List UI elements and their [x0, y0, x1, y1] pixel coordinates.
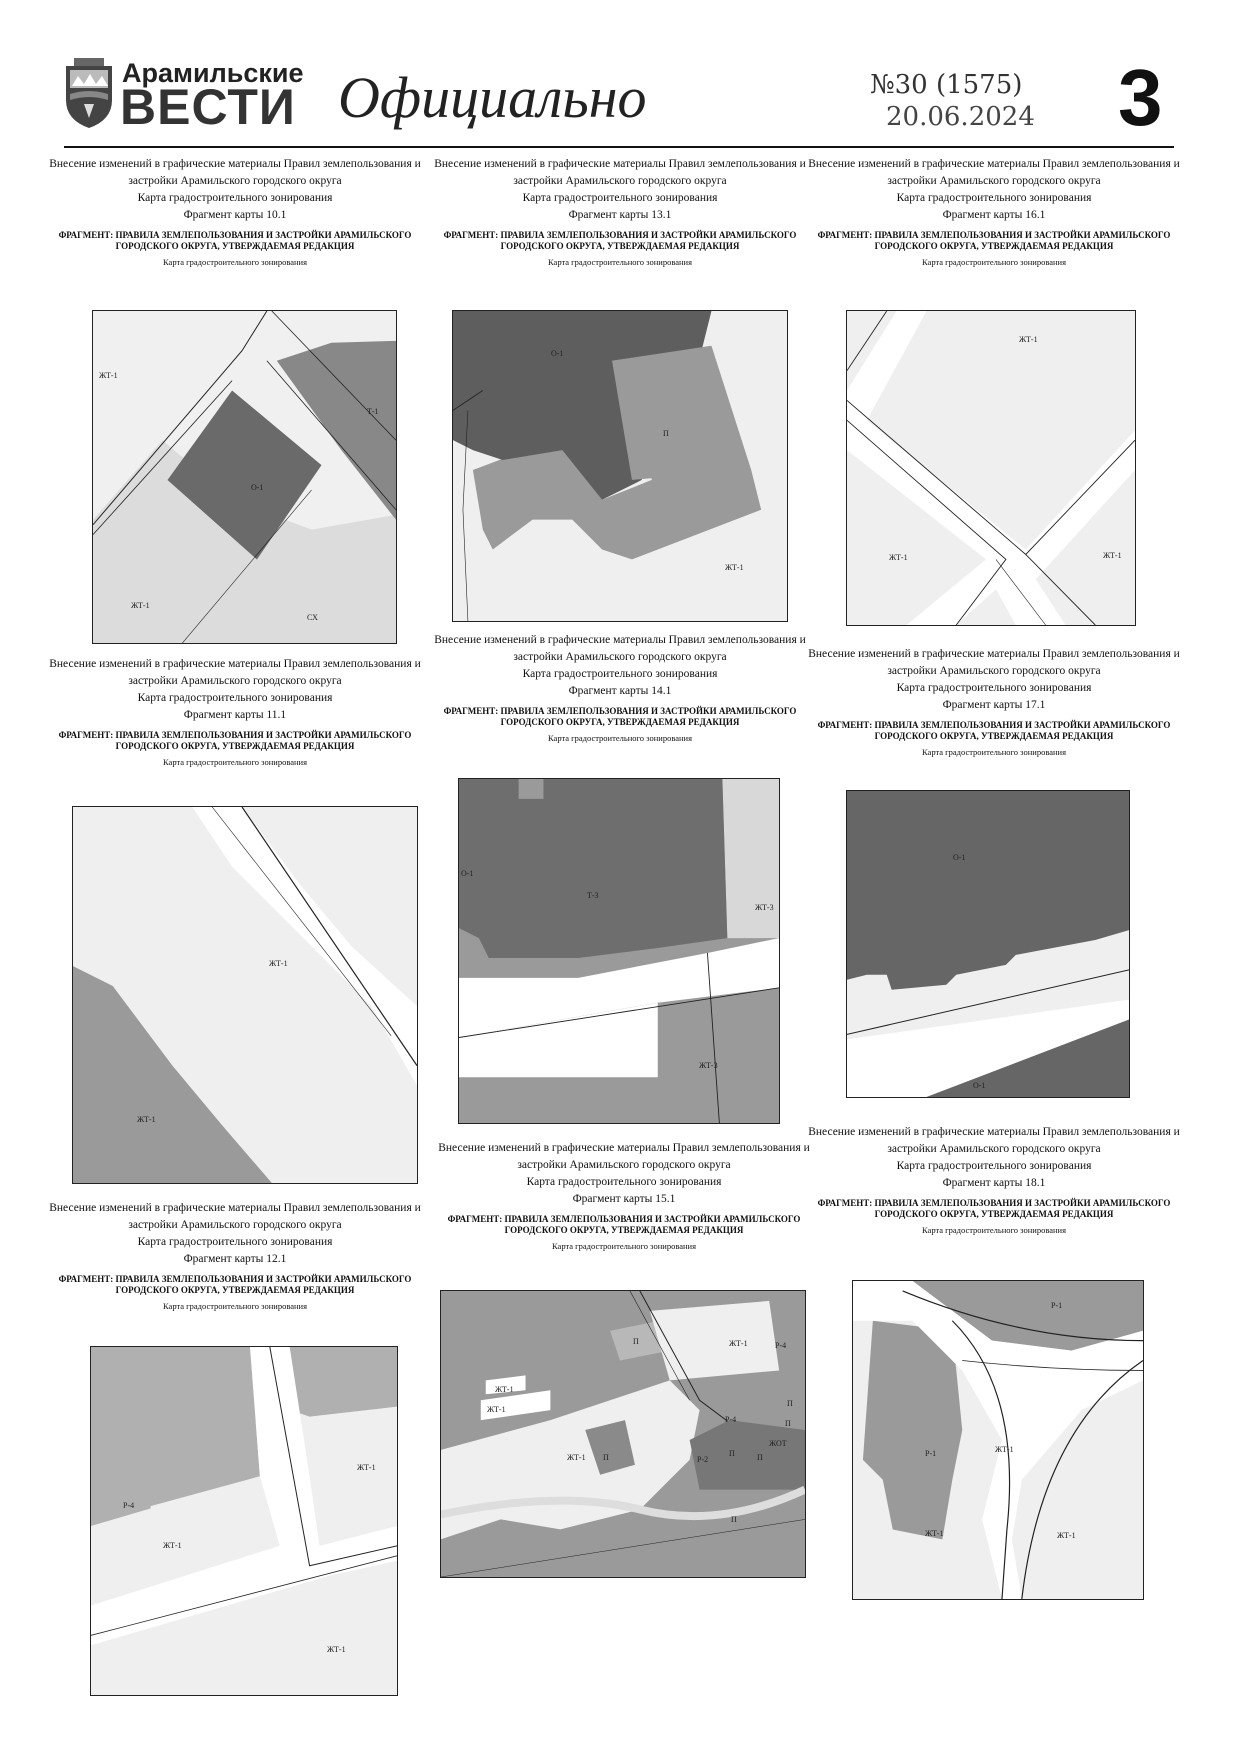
zone-label: П [729, 1449, 735, 1458]
fragment-subtitle: Карта градостроительного зонирования [921, 1225, 1066, 1235]
caption-fragment: Фрагмент карты 16.1 [942, 209, 1046, 221]
caption-13-1 [434, 156, 806, 268]
caption-fragment: Фрагмент карты 18.1 [942, 1177, 1046, 1189]
fragment-subtitle: Карта градостроительного зонирования [921, 747, 1066, 757]
fragment-header: ФРАГМЕНТ: ПРАВИЛА ЗЕМЛЕПОЛЬЗОВАНИЯ И ЗАСТРОЙКИ АРАМИЛЬСКОГО [443, 706, 797, 716]
caption-line: застройки Арамильского городского округа [513, 651, 727, 663]
zone-label: ЖТ-1 [487, 1405, 506, 1414]
zone-label: П [663, 429, 669, 438]
section-title: Официально [338, 65, 647, 130]
zone-label: ЖТ-3 [755, 903, 774, 912]
caption-line: Карта градостроительного зонирования [522, 668, 718, 680]
caption-line: застройки Арамильского городского округа [128, 1219, 342, 1231]
zone-label: ЖТ-1 [1103, 551, 1122, 560]
issue-date: 20.06.2024 [886, 102, 1035, 132]
fragment-header: ГОРОДСКОГО ОКРУГА, УТВЕРЖДАЕМАЯ РЕДАКЦИЯ [874, 731, 1114, 741]
zone-label: Р-4 [725, 1415, 737, 1424]
fragment-subtitle: Карта градостроительного зонирования [547, 733, 692, 743]
fragment-header: ФРАГМЕНТ: ПРАВИЛА ЗЕМЛЕПОЛЬЗОВАНИЯ И ЗАСТРОЙКИ АРАМИЛЬСКОГО [58, 230, 412, 240]
caption-17-1 [808, 646, 1180, 758]
caption-line: Внесение изменений в графические материалы Правил землепользования и [49, 158, 421, 170]
caption-11-1 [49, 656, 421, 768]
zone-label: ЖТ-1 [995, 1445, 1014, 1454]
logo-title-top: Арамильские [122, 58, 304, 88]
caption-line: Карта градостроительного зонирования [896, 682, 1092, 694]
caption-line: Карта градостроительного зонирования [137, 692, 333, 704]
caption-fragment: Фрагмент карты 13.1 [568, 209, 672, 221]
zone-label: ЖТ-1 [567, 1453, 586, 1462]
fragment-header: ГОРОДСКОГО ОКРУГА, УТВЕРЖДАЕМАЯ РЕДАКЦИЯ [874, 1209, 1114, 1219]
fragment-subtitle: Карта градостроительного зонирования [547, 257, 692, 267]
caption-fragment: Фрагмент карты 11.1 [183, 709, 287, 721]
zone-label: ЖТ-1 [327, 1645, 346, 1654]
zone-label: Р-4 [775, 1341, 787, 1350]
fragment-subtitle: Карта градостроительного зонирования [551, 1241, 696, 1251]
map-fragment-17-1 [846, 790, 1130, 1098]
caption-line: Внесение изменений в графические материалы Правил землепользования и [808, 158, 1180, 170]
map-fragment-15-1 [440, 1290, 806, 1578]
fragment-header: ФРАГМЕНТ: ПРАВИЛА ЗЕМЛЕПОЛЬЗОВАНИЯ И ЗАСТРОЙКИ АРАМИЛЬСКОГО [817, 1198, 1171, 1208]
zone-label: ЖОТ [769, 1439, 787, 1448]
caption-line: Внесение изменений в графические материалы Правил землепользования и [49, 658, 421, 670]
fragment-header: ФРАГМЕНТ: ПРАВИЛА ЗЕМЛЕПОЛЬЗОВАНИЯ И ЗАСТРОЙКИ АРАМИЛЬСКОГО [817, 230, 1171, 240]
zone-label: ЖТ-1 [131, 601, 150, 610]
caption-14-1 [434, 632, 806, 744]
zone-label: О-1 [461, 869, 474, 878]
caption-line: Карта градостроительного зонирования [896, 192, 1092, 204]
zone-label: ЖТ-1 [729, 1339, 748, 1348]
fragment-header: ГОРОДСКОГО ОКРУГА, УТВЕРЖДАЕМАЯ РЕДАКЦИЯ [115, 241, 355, 251]
caption-line: Карта градостроительного зонирования [522, 192, 718, 204]
caption-line: Внесение изменений в графические материалы Правил землепользования и [434, 634, 806, 646]
caption-line: Карта градостроительного зонирования [896, 1160, 1092, 1172]
zone-label: Т-1 [367, 407, 379, 416]
zone-label: ЖТ-1 [137, 1115, 156, 1124]
fragment-header: ФРАГМЕНТ: ПРАВИЛА ЗЕМЛЕПОЛЬЗОВАНИЯ И ЗАСТРОЙКИ АРАМИЛЬСКОГО [447, 1214, 801, 1224]
caption-18-1 [808, 1124, 1180, 1236]
caption-16-1 [808, 156, 1180, 268]
issue-number: №30 (1575) [870, 70, 1023, 100]
fragment-header: ГОРОДСКОГО ОКРУГА, УТВЕРЖДАЕМАЯ РЕДАКЦИЯ [874, 241, 1114, 251]
map-fragment-13-1 [452, 310, 788, 622]
zone-label: П [757, 1453, 763, 1462]
zone-label: ЖТ-1 [889, 553, 908, 562]
caption-line: застройки Арамильского городского округа [128, 175, 342, 187]
fragment-header: ФРАГМЕНТ: ПРАВИЛА ЗЕМЛЕПОЛЬЗОВАНИЯ И ЗАСТРОЙКИ АРАМИЛЬСКОГО [58, 730, 412, 740]
fragment-subtitle: Карта градостроительного зонирования [921, 257, 1066, 267]
caption-line: Карта градостроительного зонирования [526, 1176, 722, 1188]
zone-label: ЖТ-1 [725, 563, 744, 572]
zone-label: П [787, 1399, 793, 1408]
fragment-header: ФРАГМЕНТ: ПРАВИЛА ЗЕМЛЕПОЛЬЗОВАНИЯ И ЗАСТРОЙКИ АРАМИЛЬСКОГО [817, 720, 1171, 730]
zone-label: ЖТ-1 [925, 1529, 944, 1538]
newspaper-logo [64, 58, 304, 135]
caption-fragment: Фрагмент карты 17.1 [942, 699, 1046, 711]
zone-label: ЖТ-1 [163, 1541, 182, 1550]
zone-label: П [603, 1453, 609, 1462]
caption-line: застройки Арамильского городского округа [887, 175, 1101, 187]
zone-label: Р-4 [123, 1501, 135, 1510]
caption-15-1 [438, 1140, 810, 1252]
zone-label: П [731, 1515, 737, 1524]
map-fragment-14-1 [458, 778, 780, 1124]
coat-of-arms-icon [64, 58, 114, 130]
caption-line: Внесение изменений в графические материалы Правил землепользования и [808, 648, 1180, 660]
zone-label: Р-1 [1051, 1301, 1063, 1310]
zone-label: Р-2 [697, 1455, 709, 1464]
caption-line: застройки Арамильского городского округа [517, 1159, 731, 1171]
zone-label: Т-3 [587, 891, 599, 900]
zone-label: Р-1 [925, 1449, 937, 1458]
caption-line: Внесение изменений в графические материалы Правил землепользования и [808, 1126, 1180, 1138]
caption-line: Внесение изменений в графические материалы Правил землепользования и [438, 1142, 810, 1154]
caption-fragment: Фрагмент карты 12.1 [183, 1253, 287, 1265]
zone-label: ЖТ-1 [269, 959, 288, 968]
caption-fragment: Фрагмент карты 14.1 [568, 685, 672, 697]
caption-10-1 [49, 156, 421, 268]
zone-label: ЖТ-1 [495, 1385, 514, 1394]
fragment-header: ФРАГМЕНТ: ПРАВИЛА ЗЕМЛЕПОЛЬЗОВАНИЯ И ЗАСТРОЙКИ АРАМИЛЬСКОГО [443, 230, 797, 240]
caption-line: застройки Арамильского городского округа [887, 665, 1101, 677]
map-fragment-18-1 [852, 1280, 1144, 1600]
zone-label: О-1 [251, 483, 264, 492]
fragment-header: ФРАГМЕНТ: ПРАВИЛА ЗЕМЛЕПОЛЬЗОВАНИЯ И ЗАСТРОЙКИ АРАМИЛЬСКОГО [58, 1274, 412, 1284]
caption-fragment: Фрагмент карты 15.1 [572, 1193, 676, 1205]
zone-label: ЖТ-1 [1019, 335, 1038, 344]
caption-line: Внесение изменений в графические материалы Правил землепользования и [434, 158, 806, 170]
zone-label: О-1 [973, 1081, 986, 1090]
zone-label: П [633, 1337, 639, 1346]
fragment-header: ГОРОДСКОГО ОКРУГА, УТВЕРЖДАЕМАЯ РЕДАКЦИЯ [500, 717, 740, 727]
fragment-subtitle: Карта градостроительного зонирования [162, 257, 307, 267]
fragment-subtitle: Карта градостроительного зонирования [162, 757, 307, 767]
fragment-header: ГОРОДСКОГО ОКРУГА, УТВЕРЖДАЕМАЯ РЕДАКЦИЯ [500, 241, 740, 251]
page-header [0, 0, 1241, 150]
zone-label: П [785, 1419, 791, 1428]
caption-line: застройки Арамильского городского округа [887, 1143, 1101, 1155]
logo-title-main: ВЕСТИ [120, 79, 296, 135]
zone-label: ЖТ-1 [99, 371, 118, 380]
page-number: 3 [1118, 53, 1163, 142]
fragment-header: ГОРОДСКОГО ОКРУГА, УТВЕРЖДАЕМАЯ РЕДАКЦИЯ [115, 1285, 355, 1295]
header-rule [64, 146, 1174, 148]
zone-label: СХ [307, 613, 318, 622]
caption-line: застройки Арамильского городского округа [128, 675, 342, 687]
zone-label: ЖТ-1 [1057, 1531, 1076, 1540]
fragment-header: ГОРОДСКОГО ОКРУГА, УТВЕРЖДАЕМАЯ РЕДАКЦИЯ [115, 741, 355, 751]
caption-12-1 [49, 1200, 421, 1312]
zone-label: ЖТ-1 [357, 1463, 376, 1472]
map-fragment-10-1 [92, 310, 397, 644]
map-fragment-12-1 [90, 1346, 398, 1696]
fragment-subtitle: Карта градостроительного зонирования [162, 1301, 307, 1311]
caption-line: Карта градостроительного зонирования [137, 192, 333, 204]
zone-label: О-1 [953, 853, 966, 862]
zone-label: О-1 [551, 349, 564, 358]
map-fragment-11-1 [72, 806, 418, 1184]
fragment-header: ГОРОДСКОГО ОКРУГА, УТВЕРЖДАЕМАЯ РЕДАКЦИЯ [504, 1225, 744, 1235]
caption-line: Внесение изменений в графические материалы Правил землепользования и [49, 1202, 421, 1214]
caption-line: застройки Арамильского городского округа [513, 175, 727, 187]
caption-fragment: Фрагмент карты 10.1 [183, 209, 287, 221]
map-fragment-16-1 [846, 310, 1136, 626]
caption-line: Карта градостроительного зонирования [137, 1236, 333, 1248]
zone-label: ЖТ-3 [699, 1061, 718, 1070]
